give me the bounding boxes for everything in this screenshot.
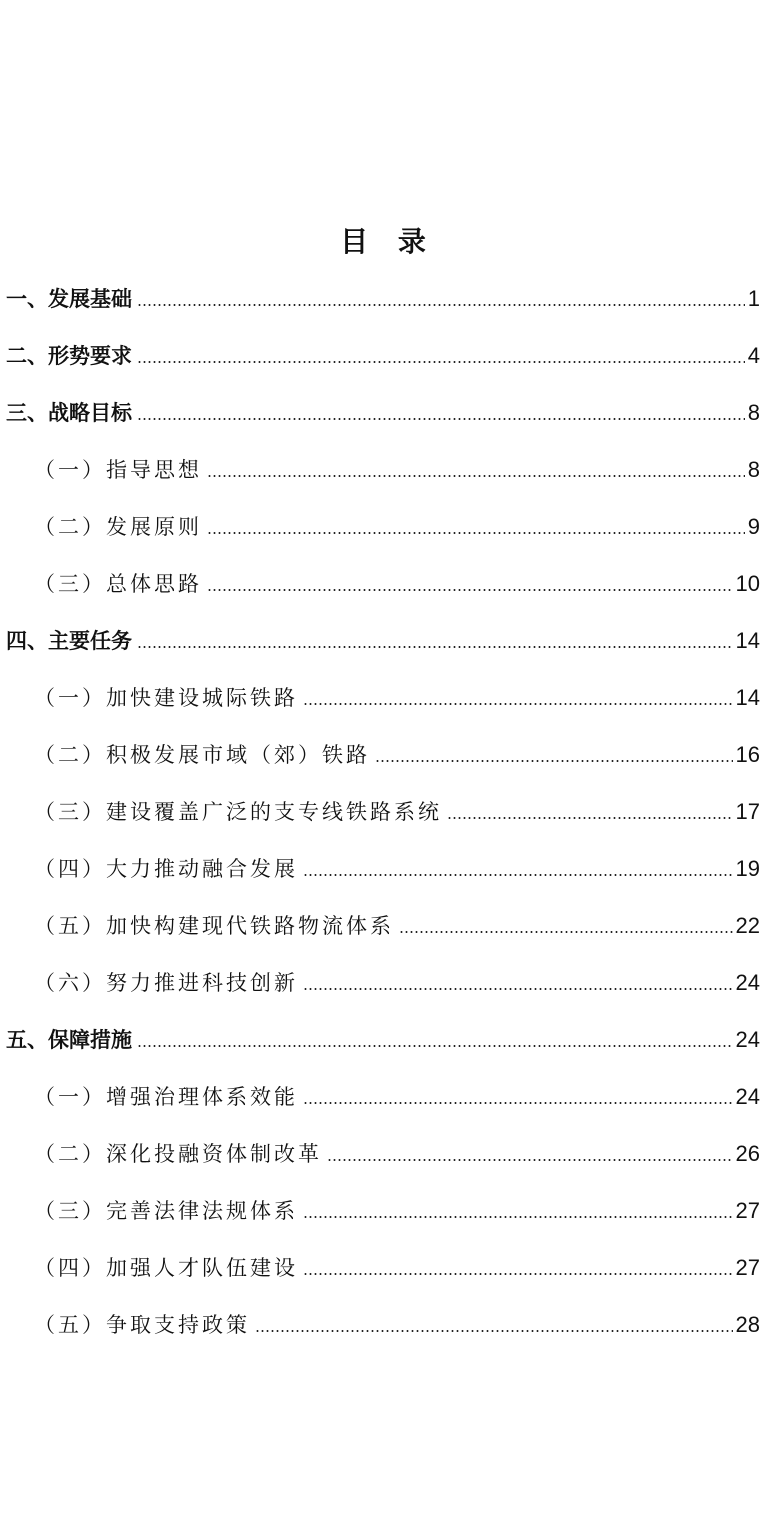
toc-entry[interactable] — [34, 958, 760, 998]
dot-leader — [137, 418, 745, 420]
toc-entry-page: 24 — [735, 1084, 760, 1109]
dot-leader — [303, 703, 733, 705]
dot-leader — [137, 304, 745, 306]
toc-entry-page: 28 — [735, 1312, 760, 1337]
dot-leader — [137, 1045, 733, 1047]
toc-entry-label: 一、发展基础 — [6, 287, 132, 311]
toc-entry-page: 24 — [735, 1027, 760, 1052]
toc-entry-label: 四、主要任务 — [6, 629, 132, 653]
dot-leader — [303, 874, 733, 876]
toc-entry[interactable] — [34, 730, 760, 770]
toc-entry[interactable] — [34, 787, 760, 827]
toc-entry-label: （二）深化投融资体制改革 — [34, 1142, 322, 1166]
dot-leader — [447, 817, 733, 819]
toc-entry-label: （五）加快构建现代铁路物流体系 — [34, 914, 394, 938]
dot-leader — [207, 589, 733, 591]
toc-entry-page: 17 — [735, 799, 760, 824]
toc-entry-label: （三）建设覆盖广泛的支专线铁路系统 — [34, 800, 442, 824]
toc-entry-page: 10 — [735, 571, 760, 596]
toc-entry-label: （四）大力推动融合发展 — [34, 857, 298, 881]
toc-entry[interactable] — [6, 331, 760, 371]
toc-entry-page: 14 — [735, 685, 760, 710]
toc-entry-label: （三）总体思路 — [34, 572, 202, 596]
toc-entry-label: （一）加快建设城际铁路 — [34, 686, 298, 710]
toc-entry-label: （一）增强治理体系效能 — [34, 1085, 298, 1109]
toc-entry-label: （五）争取支持政策 — [34, 1313, 250, 1337]
toc-entry-label: 二、形势要求 — [6, 344, 132, 368]
toc-entry-page: 9 — [747, 514, 760, 539]
toc-entry-page: 19 — [735, 856, 760, 881]
toc-entry[interactable] — [34, 844, 760, 884]
toc-entry[interactable] — [34, 1300, 760, 1340]
toc-entry-page: 4 — [747, 343, 760, 368]
toc-entry-label: （三）完善法律法规体系 — [34, 1199, 298, 1223]
toc-entry[interactable] — [34, 901, 760, 941]
toc-entry-label: 五、保障措施 — [6, 1028, 132, 1052]
toc-entry[interactable] — [34, 1072, 760, 1112]
toc-entry-page: 14 — [735, 628, 760, 653]
toc-entry[interactable] — [6, 1015, 760, 1055]
dot-leader — [303, 988, 733, 990]
toc-entry[interactable] — [34, 445, 760, 485]
dot-leader — [303, 1273, 733, 1275]
dot-leader — [399, 931, 733, 933]
toc-entry-page: 27 — [735, 1255, 760, 1280]
dot-leader — [303, 1102, 733, 1104]
dot-leader — [207, 532, 745, 534]
toc-entry[interactable] — [6, 616, 760, 656]
dot-leader — [375, 760, 733, 762]
dot-leader — [327, 1159, 733, 1161]
toc-entry-label: （二）积极发展市域（郊）铁路 — [34, 743, 370, 767]
toc-entry-label: 三、战略目标 — [6, 401, 132, 425]
toc-entry-page: 8 — [747, 457, 760, 482]
page-title: 目 录 — [340, 225, 436, 258]
toc-entry[interactable] — [34, 673, 760, 713]
dot-leader — [137, 646, 733, 648]
dot-leader — [137, 361, 745, 363]
toc-entry-label: （六）努力推进科技创新 — [34, 971, 298, 995]
toc-entry-page: 26 — [735, 1141, 760, 1166]
toc-entry[interactable] — [34, 559, 760, 599]
toc-entry-label: （二）发展原则 — [34, 515, 202, 539]
toc-entry[interactable] — [34, 1129, 760, 1169]
toc-entry[interactable] — [34, 502, 760, 542]
dot-leader — [255, 1330, 733, 1332]
toc-entry[interactable] — [34, 1186, 760, 1226]
toc-entry-page: 22 — [735, 913, 760, 938]
toc-entry[interactable] — [6, 274, 760, 314]
toc-entry[interactable] — [6, 388, 760, 428]
toc-entry[interactable] — [34, 1243, 760, 1283]
toc-entry-page: 27 — [735, 1198, 760, 1223]
toc-entry-page: 16 — [735, 742, 760, 767]
dot-leader — [207, 475, 745, 477]
toc-entry-page: 1 — [747, 286, 760, 311]
toc-entry-label: （一）指导思想 — [34, 458, 202, 482]
toc-entry-label: （四）加强人才队伍建设 — [34, 1256, 298, 1280]
dot-leader — [303, 1216, 733, 1218]
toc-entry-page: 8 — [747, 400, 760, 425]
toc-entry-page: 24 — [735, 970, 760, 995]
